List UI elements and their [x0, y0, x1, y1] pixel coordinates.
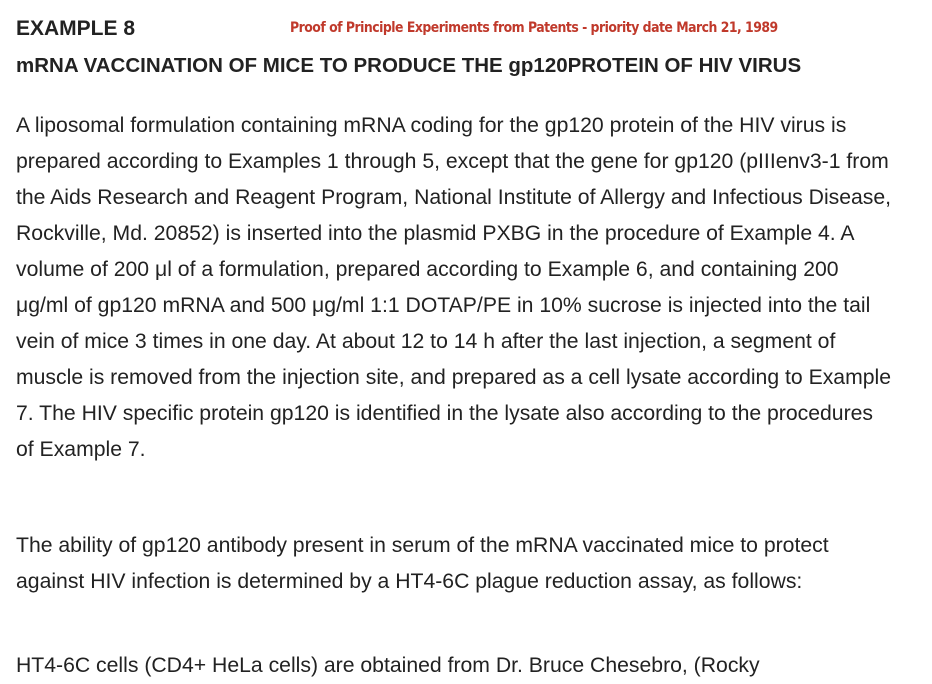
body-paragraph-2: The ability of gp120 antibody present in serum of the mRNA vaccinated mice to protect against HIV infection is determined by a HT4-6C plague reduction assay, as follows:: [16, 534, 829, 593]
example-heading: EXAMPLE 8: [16, 17, 136, 40]
priority-date-banner: Proof of Principle Experiments from Patents - priority date March 21, 1989: [290, 20, 778, 36]
body-paragraph-3-partial: HT4-6C cells (CD4+ HeLa cells) are obtained from Dr. Bruce Chesebro, (Rocky: [16, 654, 760, 677]
example-title: mRNA VACCINATION OF MICE TO PRODUCE THE gp120PROTEIN OF HIV VIRUS: [16, 54, 802, 77]
body-paragraph-1: A liposomal formulation containing mRNA coding for the gp120 protein of the HIV virus is prepared according to Examples 1 through 5, except that the gene for gp120 (pIIIenv3-1 from the Aids Research and Reagent Program, National Institute of Allergy and Infectious Disease, Rockville, Md. 20852) is inserted into the plasmid PXBG in the procedure of Example 4. A volume of 200 μl of a formulation, prepared according to Example 6, and containing 200 μg/ml of gp120 mRNA and 500 μg/ml 1:1 DOTAP/PE in 10% sucrose is injected into the tail vein of mice 3 times in one day. At about 12 to 14 h after the last injection, a segment of muscle is removed from the injection site, and prepared as a cell lysate according to Example 7. The HIV specific protein gp120 is identified in the lysate also according to the procedures of Example 7.: [16, 114, 892, 461]
